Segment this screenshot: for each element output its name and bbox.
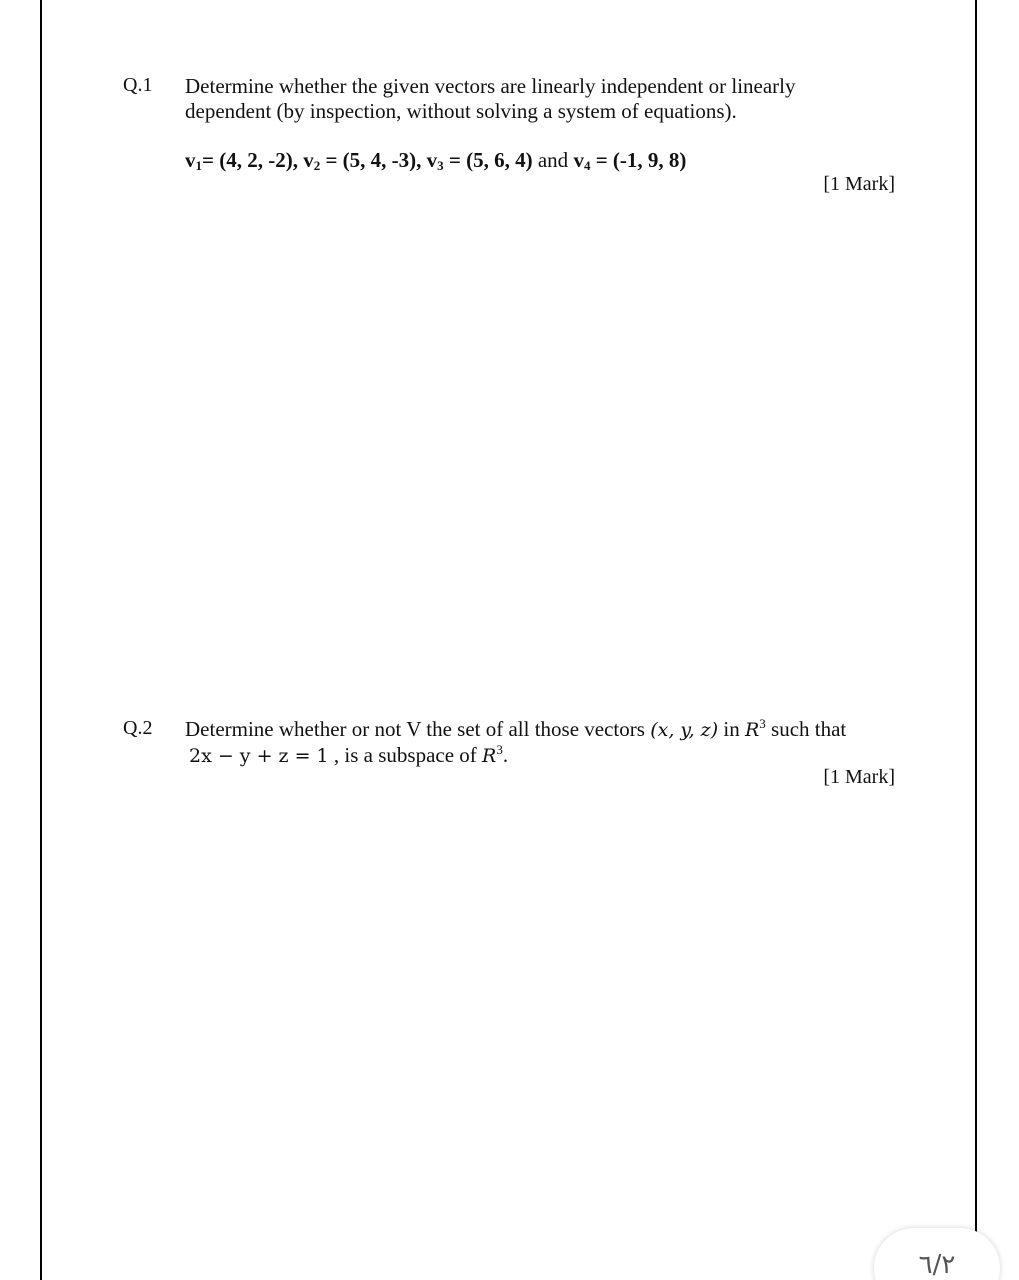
v3-subscript: 3 <box>437 158 444 173</box>
space-r-2: R <box>482 745 497 767</box>
question-2-line-1 <box>185 717 865 743</box>
question-1-text <box>185 74 865 124</box>
page-border-left <box>40 0 42 1280</box>
space-r-exponent: 3 <box>759 716 766 731</box>
v4-label: v <box>573 148 584 172</box>
v2-subscript: 2 <box>313 158 321 173</box>
question-2-line-2 <box>185 743 865 769</box>
page-indicator-badge[interactable] <box>874 1228 1000 1280</box>
v2-label: v <box>303 148 314 172</box>
page-border-right <box>975 0 977 1280</box>
plane-equation: 2x − y + z = 1 <box>189 745 329 767</box>
v2-value: = (5, 4, -3), <box>325 148 422 172</box>
v3-label: v <box>426 148 438 172</box>
question-2-line-2-end: . <box>502 743 509 767</box>
v1-label: v <box>185 148 196 172</box>
question-1-number: Q.1 <box>123 74 153 96</box>
v4-subscript: 4 <box>583 158 591 173</box>
space-r: R <box>744 719 760 741</box>
question-2-text <box>185 717 865 769</box>
page-indicator-text: ٦/٢ <box>918 1250 956 1280</box>
v1-value: = (4, 2, -2), <box>202 148 298 172</box>
space-r-2-exponent: 3 <box>496 742 503 757</box>
question-2-number: Q.2 <box>123 717 153 739</box>
vectors-connector: and <box>537 148 569 172</box>
v3-value: = (5, 6, 4) <box>448 148 533 172</box>
vector-tuple: (x, y, z) <box>650 719 719 741</box>
question-2-line-1-text: Determine whether or not V the set of all those vectors <box>185 717 645 741</box>
question-1-mark: [1 Mark] <box>823 173 895 195</box>
v1-subscript: 1 <box>195 158 202 173</box>
v4-value: = (-1, 9, 8) <box>595 148 687 172</box>
question-1-line-2: dependent (by inspection, without solving a system of equations). <box>185 99 737 123</box>
question-2-line-1-end: such that <box>771 717 847 741</box>
question-1-vectors <box>185 148 686 173</box>
question-2-line-2-text: , is a subspace of <box>333 743 477 767</box>
word-in: in <box>723 717 740 741</box>
question-1-line-1: Determine whether the given vectors are linearly independent or linearly <box>185 74 796 98</box>
question-2-mark: [1 Mark] <box>823 766 895 788</box>
